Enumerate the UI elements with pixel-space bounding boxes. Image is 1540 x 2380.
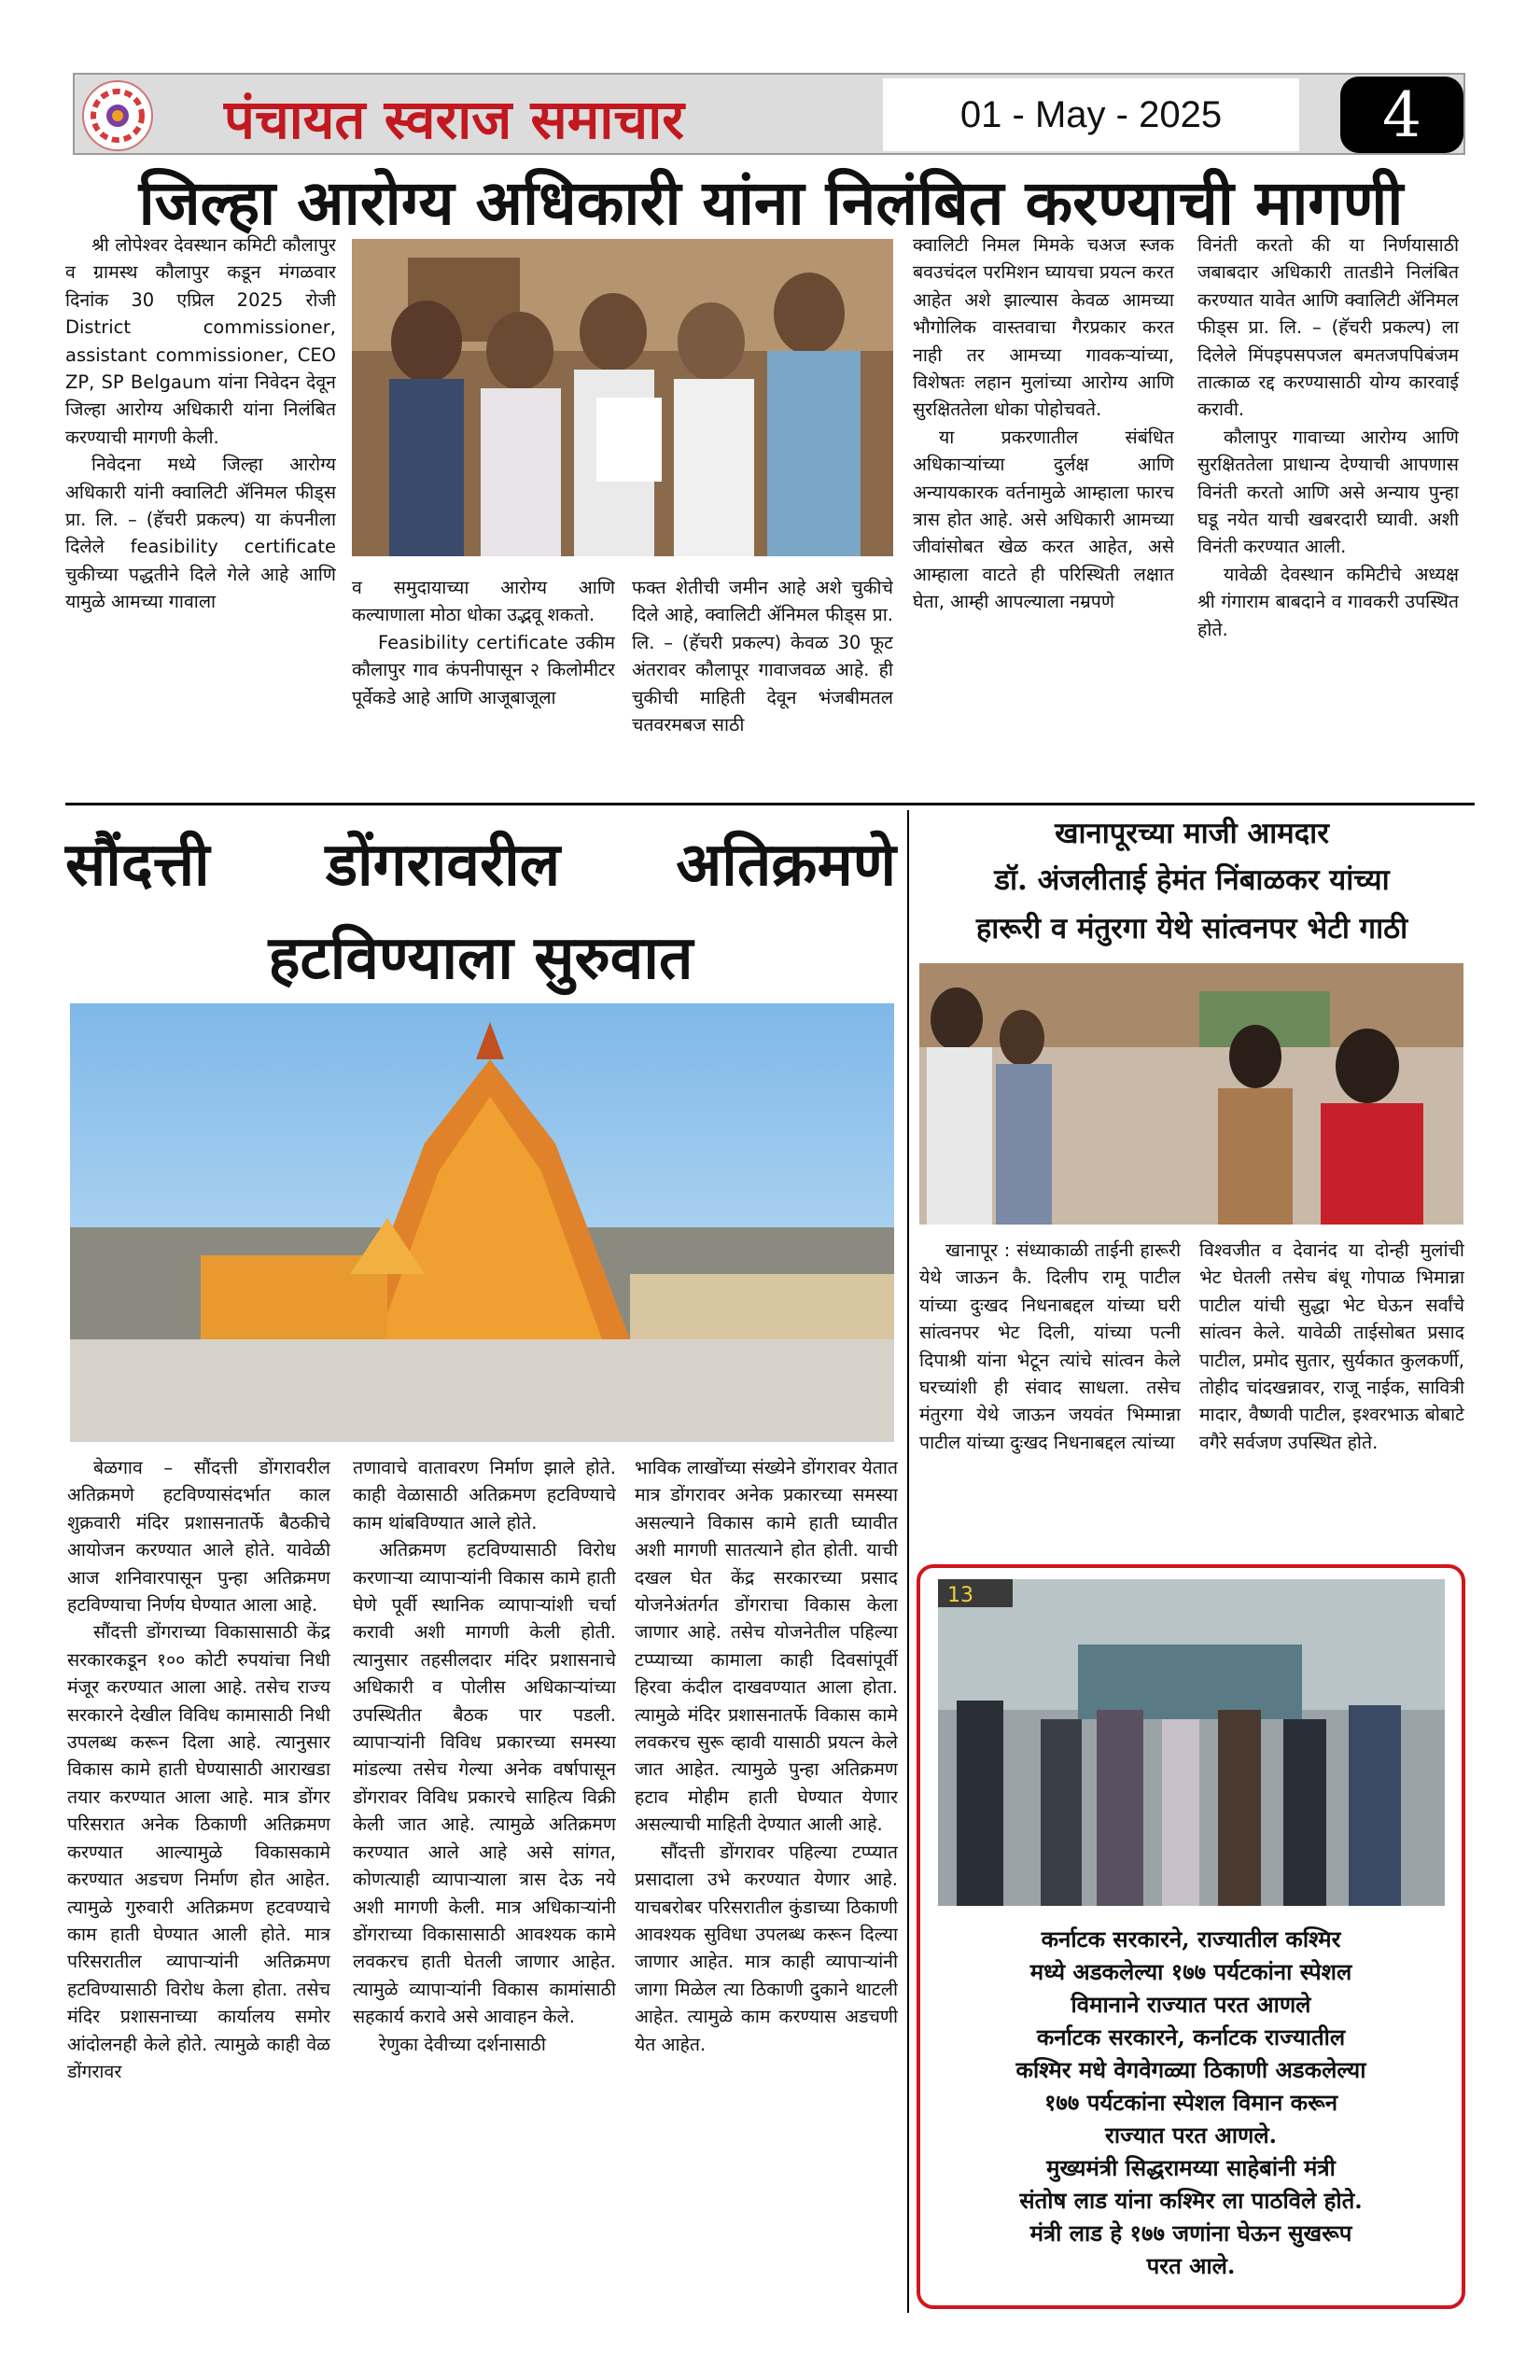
article-1-para: विनंती करतो की या निर्णयासाठी जबाबदार अधिकारी तातडीने निलंबित करण्यात यावेत आणि क्वालिटी ॲनिमल फीड्स प्रा. लि. – (हॅचरी प्रकल्प) ला दिलेले मिंपइपसपजल बमतजपपिबंजम तात्काळ रद्द करण्यासाठी योग्य कारवाई करावी. — [1197, 234, 1459, 421]
article-2-para: बेळगाव – सौंदत्ती डोंगरावरील अतिक्रमणे हटविण्यासंदर्भात काल शुक्रवारी मंदिर प्रशासनातर्फे बैठकीचे आयोजन करण्यात आले होते. यावेळी आज शनिवारपासून पुन्हा अतिक्रमण हटविण्याचा निर्णय घेण्यात आला आहे. — [67, 1457, 330, 1617]
article-1-col-5 — [1197, 231, 1459, 795]
caption-line: राज्यात परत आणले. — [1105, 2121, 1277, 2149]
caption-line: मंत्री लाड हे १७७ जणांना घेऊन सुखरूप — [1029, 2219, 1352, 2247]
article-2-para: रेणुका देवीच्या दर्शनासाठी — [379, 2033, 546, 2055]
article-1-photo — [352, 239, 893, 556]
temple-photo — [70, 1003, 894, 1442]
article-2-col-1 — [67, 1454, 330, 2313]
condolence-visit-photo — [919, 963, 1463, 1225]
article-1-para: श्री लोपेश्वर देवस्थान कमिटी कौलापुर व ग्रामस्थ कौलापुर कडून मंगळवार दिनांक 30 एप्रिल 2025 रोजी District commissioner, assistant commissioner, CEO ZP, SP Belgaum यांना निवेदन देवून जिल्हा आरोग्य अधिकारी यांना निलंबित करण्याची मागणी केली. — [65, 234, 336, 448]
article-3-headline-line-2: डॉ. अंजलीताई हेमंत निंबाळकर यांच्या — [994, 863, 1390, 897]
panchayat-logo-icon — [82, 80, 153, 151]
caption-line: विमानाने राज्यात परत आणले — [1071, 1991, 1311, 2018]
article-1-col-1 — [65, 231, 336, 795]
column-divider — [907, 810, 909, 2313]
article-2-para: सौंदत्ती डोंगरावर पहिल्या टप्प्यात प्रसादाला उभे करण्यात येणार आहे. याचबरोबर परिसरातील कुंडाच्या ठिकाणी आवश्यक सुविधा उपलब्ध करून दिल्या जाणार आहेत. मात्र काही व्यापाऱ्यांनी जागा मिळेल त्या ठिकाणी दुकाने थाटली आहेत. त्यामुळे काम करण्यास अडचणी येत आहेत. — [635, 1841, 898, 2055]
caption-line: कश्मिर मधे वेगवेगळ्या ठिकाणी अडकलेल्या — [1015, 2056, 1366, 2083]
article-2-para: सौंदत्ती डोंगराच्या विकासासाठी केंद्र सरकारकडून १०० कोटी रुपयांचा निधी मंजूर करण्यात आला आहे. तसेच राज्य सरकारने देखील विविध कामासाठी निधी उपलब्ध करून दिला आहे. त्यानुसार विकास कामे हाती घेण्यासाठी आराखडा तयार करण्यात आला आहे. मात्र डोंगर परिसरात अनेक ठिकाणी अतिक्रमण करण्यात आल्यामुळे विकासकामे करण्यात अडचण निर्माण होत आहेत. त्यामुळे गुरुवारी अतिक्रमण हटवण्याचे काम हाती घेण्यात आली होते. मात्र परिसरातील व्यापाऱ्यांनी अतिक्रमण हटविण्यासाठी विरोध केला होता. तसेच मंदिर प्रशासनाच्या कार्यालय समोर आंदोलनही केले होते. त्यामुळे काही वेळ डोंगरावर — [67, 1621, 330, 2082]
article-3-para: खानापूर : संध्याकाळी ताईनी हारूरी येथे जाऊन कै. दिलीप रामू पाटील यांच्या दुःखद निधनाबद्दल यांच्या घरी सांत्वनपर भेट दिली, यांच्या पत्नी दिपाश्री यांना भेटून त्यांचे सांत्वन केले घरच्यांशी ही संवाद साधला. तसेच मंतुरगा येथे जाऊन जयवंत भिम्मान्ना पाटील यांच्या दुःखद निधनाबद्दल त्यांच्या — [919, 1239, 1181, 1453]
article-1-para: या प्रकरणातील संबंधित अधिकाऱ्यांच्या दुर्लक्ष आणि अन्यायकारक वर्तनामुळे आम्हाला फारच त्रास होत आहे. असे अधिकारी आमच्या जीवांसोबत खेळ करत आहेत, असे आम्हाला वाटते ही परिस्थिती लक्षात घेता, आम्ही आपल्याला नम्रपणे — [913, 426, 1174, 613]
article-2-col-3 — [635, 1454, 898, 2313]
article-3-col-1 — [919, 1237, 1181, 1561]
article-2-para: भाविक लाखोंच्या संख्येने डोंगरावर येतात मात्र डोंगरावर अनेक प्रकारच्या समस्या असल्याने विकास कामे हाती घ्यावीत अशी मागणी सातत्याने होत होती. याची दखल घेत केंद्र सरकारच्या प्रसाद योजनेअंतर्गत डोंगराचा विकास केला जाणार आहे. तसेच योजनेतील पहिल्या टप्प्याच्या कामाला काही दिवसांपूर्वी हिरवा कंदील दाखवण्यात आला होता. त्यामुळे मंदिर प्रशासनातर्फे विकास कामे लवकरच सुरू व्हावी यासाठी प्रयत्न केले जात आहेत. त्यामुळे पुन्हा अतिक्रमण हटाव मोहीम हाती घेण्यात येणार असल्याची माहिती देण्यात आली आहे. — [635, 1457, 898, 1836]
article-1-col-4 — [913, 231, 1174, 795]
highlight-caption — [933, 1923, 1449, 2282]
caption-line: मुख्यमंत्री सिद्धरामय्या साहेबांनी मंत्री — [1046, 2154, 1336, 2181]
caption-line: संतोष लाड यांना कश्मिर ला पाठविले होते. — [1019, 2187, 1363, 2214]
article-1-para: निवेदना मध्ये जिल्हा आरोग्य अधिकारी यांनी क्वालिटी ॲनिमल फीड्स प्रा. लि. – (हॅचरी प्रकल्प) या कंपनीला दिलेले feasibility certificate चुकीच्या पद्धतीने दिले गेले आहे आणि यामुळे आमच्या गावाला — [65, 454, 336, 613]
article-1-para: Feasibility certificate उकीम कौलापुर गाव कंपनीपासून २ किलोमीटर पूर्वेकडे आहे आणि आजूबाजूला — [352, 631, 615, 708]
article-3-headline-line-1: खानापूरच्या माजी आमदार — [1055, 817, 1329, 850]
article-1-para: क्वालिटी निमल मिमके चअज स्जक बवउचंदल परमिशन घ्यायचा प्रयत्न करत आहेत अशे झाल्यास केवळ आमच्या भौगोलिक वास्तवाचा गैरप्रकार करत नाही तर आमच्या गावकऱ्यांच्या, विशेषतः लहान मुलांच्या आरोग्य आणि सुरक्षिततेला धोका पोहोचवते. — [913, 234, 1174, 421]
article-1-para: फक्त शेतीची जमीन आहे अशे चुकीचे दिले आहे, क्वालिटी ॲनिमल फीड्स प्रा. लि. – (हॅचरी प्रकल्प) केवळ 30 फूट अंतरावर कौलापूर गावाजवळ आहे. ही चुकीची माहिती देवून भंजबीमतल चतवरमबज साठी — [632, 577, 893, 736]
article-2-headline-line-1: सौंदत्ती डोंगरावरील अतिक्रमणे — [65, 830, 896, 900]
caption-line: मध्ये अडकलेल्या १७७ पर्यटकांना स्पेशल — [1029, 1958, 1352, 1985]
article-1-col-3 — [632, 574, 893, 795]
caption-line: कर्नाटक सरकारने, राज्यातील कश्मिर — [1041, 1925, 1341, 1953]
article-1-para: व समुदायाच्या आरोग्य आणि कल्याणाला मोठा धोका उद्भवू शकतो. — [352, 577, 615, 626]
article-1-para: यावेळी देवस्थान कमिटीचे अध्यक्ष श्री गंगाराम बाबदाने व गावकरी उपस्थित होते. — [1197, 563, 1459, 640]
issue-date: 01 - May - 2025 — [883, 78, 1299, 151]
section-divider — [65, 803, 1475, 805]
newspaper-title: पंचायत स्वराज समाचार — [224, 88, 684, 151]
caption-line: परत आले. — [1146, 2252, 1236, 2279]
article-2-headline-line-2: हटविण्याला सुरुवात — [268, 923, 693, 993]
article-2-para: अतिक्रमण हटविण्यासाठी विरोध करणाऱ्या व्यापाऱ्यांनी विकास कामे हाती घेणे पूर्वी स्थानिक व्यापाऱ्यांशी चर्चा करावी अशी मागणी केली होती. त्यानुसार तहसीलदार मंदिर प्रशासनाचे अधिकारी व पोलीस अधिकाऱ्यांच्या उपस्थितीत बैठक पार पडली. व्यापाऱ्यांनी विविध प्रकारच्या समस्या मांडल्या तसेच गेल्या अनेक वर्षापासून डोंगरावर विविध प्रकारचे साहित्य विक्री केली जात आहे. त्यामुळे अतिक्रमण करण्यात आले आहे असे सांगत, कोणत्याही व्यापाऱ्याला त्रास देऊ नये अशी मागणी केली. मात्र अधिकाऱ्यांनी डोंगराच्या विकासासाठी आवश्यक कामे लवकरच हाती घेतली जाणार आहेत. त्यामुळे व्यापाऱ्यांनी विकास कामांसाठी सहकार्य करावे असे आवाहन केले. — [353, 1539, 616, 2028]
caption-line: कर्नाटक सरकारने, कर्नाटक राज्यातील — [1036, 2023, 1346, 2051]
article-1-col-2 — [352, 574, 615, 795]
article-2-col-2 — [353, 1454, 616, 2313]
page-number: 4 — [1340, 77, 1463, 153]
masthead — [73, 73, 1465, 155]
airport-photo — [938, 1579, 1445, 1906]
article-1-para: कौलापुर गावाच्या आरोग्य आणि सुरक्षिततेला प्राधान्य देण्याची आपणास विनंती करतो आणि असे अन्याय पुन्हा घडू नयेत याची खबरदारी घ्यावी. अशी विनंती करण्यात आली. — [1197, 426, 1459, 558]
article-2-para: तणावाचे वातावरण निर्माण झाले होते. काही वेळासाठी अतिक्रमण हटविण्याचे काम थांबविण्यात आले होते. — [353, 1457, 616, 1533]
article-3-col-2 — [1199, 1237, 1464, 1561]
gate-number: 13 — [947, 1584, 973, 1607]
article-1-headline: जिल्हा आरोग्य अधिकारी यांना निलंबित करण्याची मागणी — [138, 166, 1404, 239]
caption-line: १७७ पर्यटकांना स्पेशल विमान करून — [1043, 2089, 1338, 2116]
article-3-headline-line-3: हारूरी व मंतुरगा येथे सांत्वनपर भेटी गाठी — [975, 912, 1408, 945]
article-3-para: विश्वजीत व देवानंद या दोन्ही मुलांची भेट घेतली तसेच बंधू गोपाळ भिमान्ना पाटील यांची सुद्धा भेट घेऊन सर्वांचे सांत्वन केले. यावेळी ताईसोबत प्रसाद पाटील, प्रमोद सुतार, सुर्यकात कुलकर्णी, तोहीद चांदखन्नावर, राजू नाईक, सावित्री मादार, वैष्णवी पाटील, इश्वरभाऊ बोबाटे वगैरे सर्वजण उपस्थित होते. — [1199, 1239, 1464, 1453]
